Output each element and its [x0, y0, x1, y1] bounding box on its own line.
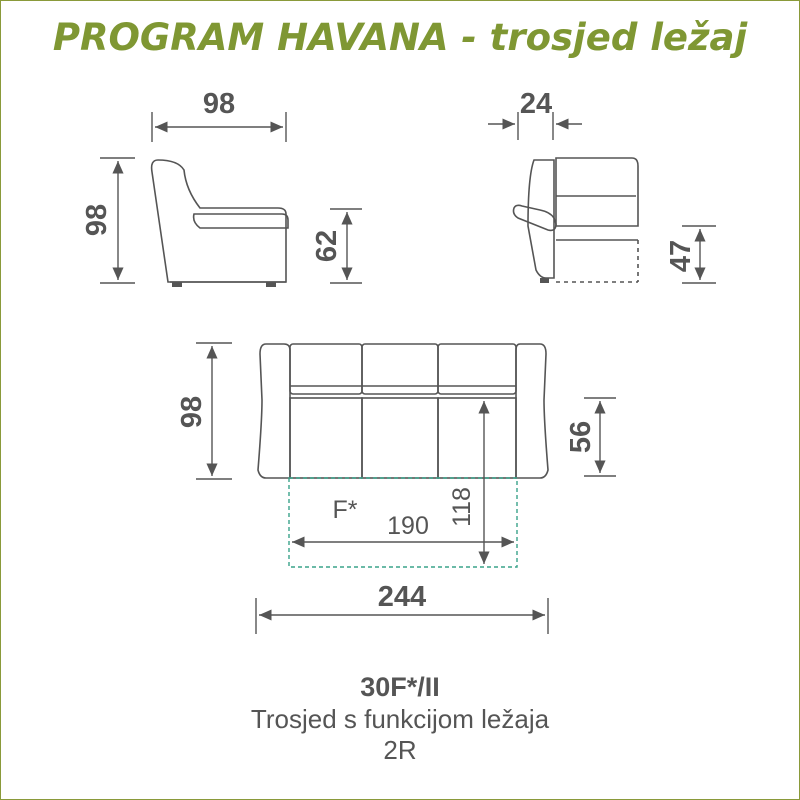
side-view-foot-right [266, 282, 276, 287]
back-view-cushion [556, 158, 638, 226]
bed-function-label: F* [332, 496, 358, 524]
dim-side-width-label: 98 [202, 88, 236, 120]
top-view-seat-cushion-1 [290, 398, 362, 478]
product-description: Trosjed s funkcijom ležaja [250, 704, 550, 734]
back-view [514, 158, 639, 283]
dim-total-width-label: 244 [377, 581, 427, 613]
top-view-seat-cushion-2 [362, 398, 438, 478]
top-view [258, 344, 548, 478]
dim-front-seat-depth-label: 56 [565, 420, 597, 454]
side-view-armrest [194, 214, 288, 228]
dim-bed-length-label: 118 [448, 487, 476, 527]
back-view-armrest [514, 205, 557, 230]
dim-side-seat-height-label: 62 [311, 229, 343, 263]
dim-back-depth-label: 24 [519, 88, 553, 120]
dim-bed-width-label: 190 [387, 512, 429, 540]
dim-front-depth-label: 98 [176, 395, 208, 429]
page-title: PROGRAM HAVANA - trosjed ležaj [52, 16, 748, 59]
side-view-foot-left [172, 282, 182, 287]
top-view-left-arm [258, 344, 290, 478]
top-view-seat-cushion-3 [438, 398, 516, 478]
dim-back-armrest-height-label: 47 [665, 239, 697, 273]
dim-side-height-label: 98 [81, 203, 113, 237]
product-code: 30F*/II [360, 672, 440, 702]
back-view-foot [540, 278, 549, 283]
top-view-right-arm [516, 344, 548, 478]
back-view-outline [528, 160, 554, 278]
side-view-outline [152, 160, 286, 282]
side-view [152, 160, 288, 287]
product-variant: 2R [383, 735, 417, 765]
